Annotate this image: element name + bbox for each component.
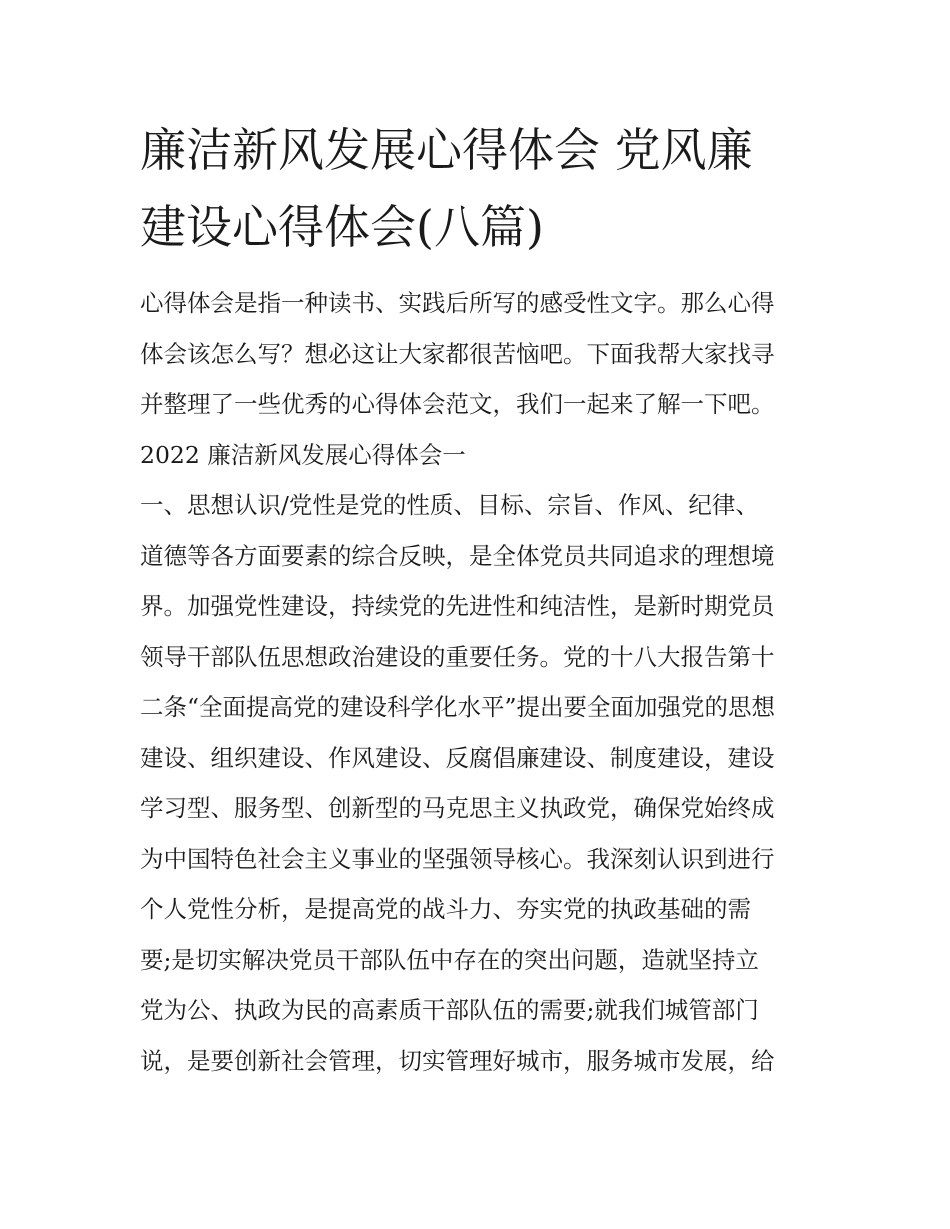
body-line: 一、思想认识/党性是党的性质、目标、宗旨、作风、纪律、	[140, 491, 759, 519]
body-line: 界。加强党性建设，持续党的先进性和纯洁性，是新时期党员	[140, 592, 775, 620]
body-line: 二条“全面提高党的建设科学化水平”提出要全面加强党的思想	[140, 693, 776, 721]
body-line: 党为公、执政为民的高素质干部队伍的需要;就我们城管部门	[140, 996, 759, 1024]
document-title	[140, 112, 820, 266]
body-line: 建设、组织建设、作风建设、反腐倡廉建设、制度建设，建设	[140, 743, 775, 772]
body-line: 学习型、服务型、创新型的马克思主义执政党，确保党始终成	[140, 794, 775, 822]
body-line: 为中国特色社会主义事业的坚强领导核心。我深刻认识到进行	[140, 844, 775, 873]
body-line: 要;是切实解决党员干部队伍中存在的突出问题，造就坚持立	[140, 945, 759, 974]
title-line: 廉洁新风发展心得体会 党风廉	[140, 123, 753, 177]
body-line: 心得体会是指一种读书、实践后所写的感受性文字。那么心得	[140, 289, 775, 317]
section-heading: 2022 廉洁新风发展心得体会一	[140, 440, 466, 469]
body-line: 道德等各方面要素的综合反映，是全体党员共同追求的理想境	[140, 541, 775, 570]
body-line: 领导干部队伍思想政治建设的重要任务。党的十八大报告第十	[140, 642, 775, 671]
body-line: 并整理了一些优秀的心得体会范文，我们一起来了解一下吧。	[140, 390, 775, 418]
body-line: 体会该怎么写？想必这让大家都很苦恼吧。下面我帮大家找寻	[140, 339, 775, 368]
body-line: 个人党性分析，是提高党的战斗力、夯实党的执政基础的需	[140, 895, 751, 923]
document-body	[140, 278, 820, 1086]
body-line: 说，是要创新社会管理，切实管理好城市，服务城市发展，给	[140, 1046, 775, 1075]
title-line: 建设心得体会(八篇)	[140, 200, 544, 254]
